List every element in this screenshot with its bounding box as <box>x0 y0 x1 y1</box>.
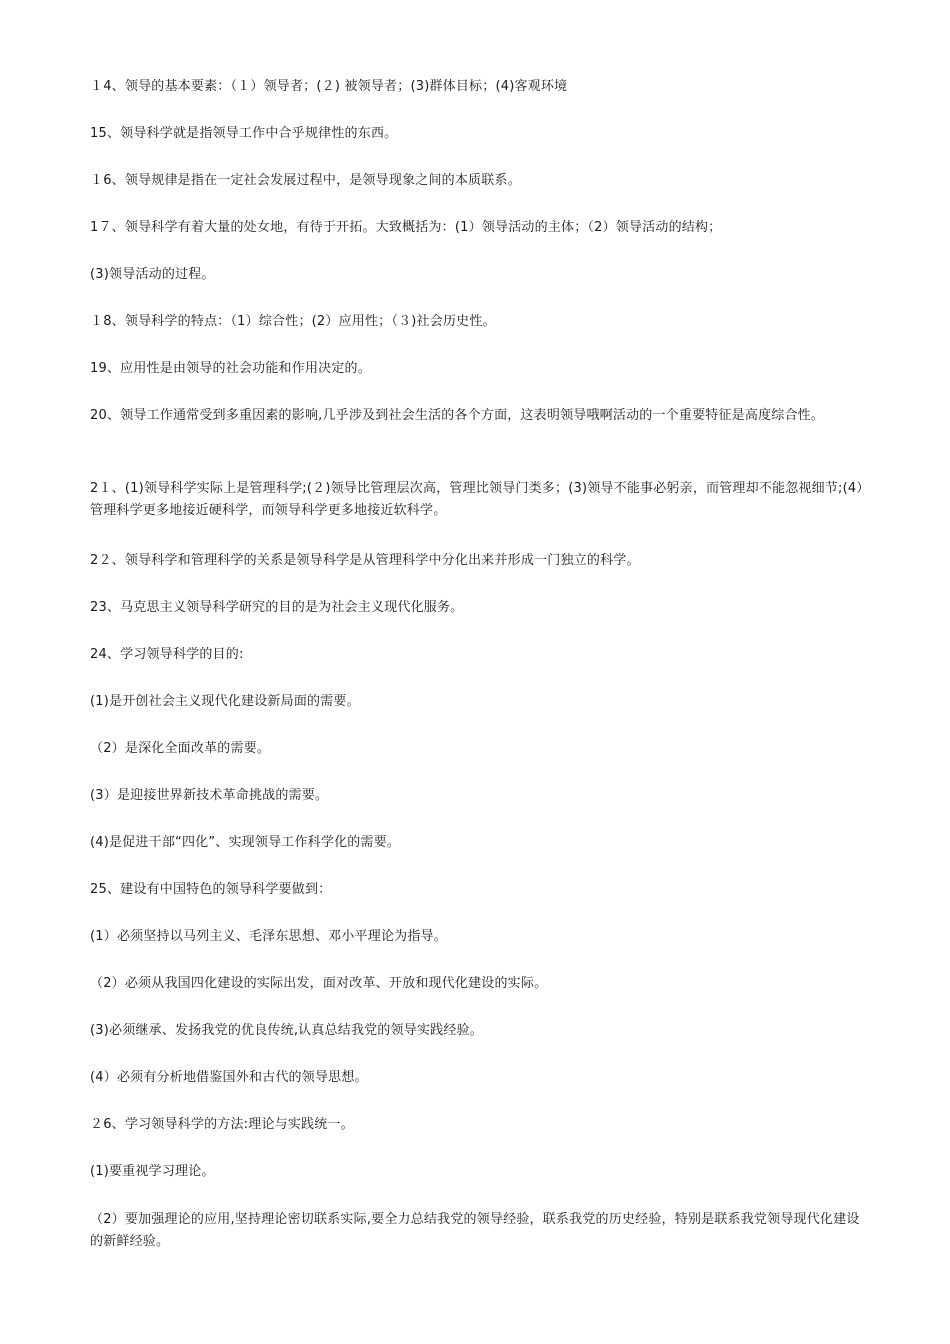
paragraph-19: 19、应用性是由领导的社会功能和作用决定的。 <box>90 361 371 376</box>
paragraph-24-item-1: (1)是开创社会主义现代化建设新局面的需要。 <box>90 694 360 709</box>
paragraph-22: 2２、领导科学和管理科学的关系是领导科学是从管理科学中分化出来并形成一门独立的科学。 <box>90 553 640 568</box>
paragraph-26-item-1: (1)要重视学习理论。 <box>90 1164 215 1179</box>
paragraph-17: 1７、领导科学有着大量的处女地，有待于开拓。大致概括为：(1）领导活动的主体；（2）领导活动的结构； <box>90 220 722 235</box>
paragraph-25-item-2: （2）必须从我国四化建设的实际出发，面对改革、开放和现代化建设的实际。 <box>90 976 548 991</box>
paragraph-16: １6、领导规律是指在一定社会发展过程中，是领导现象之间的本质联系。 <box>90 173 521 188</box>
paragraph-26-item-2: （2）要加强理论的应用,坚持理论密切联系实际,要全力总结我党的领导经验，联系我党的历史经验，特别是联系我党领导现代化建设的新鲜经验。 <box>90 1212 860 1249</box>
paragraph-25-item-4: (4）必须有分析地借鉴国外和古代的领导思想。 <box>90 1070 368 1085</box>
paragraph-15: 15、领导科学就是指领导工作中合乎规律性的东西。 <box>90 126 398 141</box>
paragraph-23: 23、马克思主义领导科学研究的目的是为社会主义现代化服务。 <box>90 600 464 615</box>
paragraph-24-item-2: （2）是深化全面改革的需要。 <box>90 741 271 756</box>
paragraph-24: 24、学习领导科学的目的: <box>90 647 244 662</box>
paragraph-25-item-1: (1）必须坚持以马列主义、毛泽东思想、邓小平理论为指导。 <box>90 929 447 944</box>
paragraph-17-continued: (3)领导活动的过程。 <box>90 267 215 282</box>
paragraph-24-item-3: (3）是迎接世界新技术革命挑战的需要。 <box>90 788 329 803</box>
paragraph-20: 20、领导工作通常受到多重因素的影响,几乎涉及到社会生活的各个方面，这表明领导哦啊活动的一个重要特征是高度综合性。 <box>90 408 825 423</box>
paragraph-25: 25、建设有中国特色的领导科学要做到： <box>90 882 332 897</box>
paragraph-24-item-4: (4)是促进干部“四化”、实现领导工作科学化的需要。 <box>90 835 401 850</box>
paragraph-14: １4、领导的基本要素：（１）领导者；(２) 被领导者；(3)群体目标；(4)客观环境 <box>90 79 568 94</box>
paragraph-21: 2１、(1)领导科学实际上是管理科学;(２)领导比管理层次高，管理比领导门类多；(3)领导不能事必躬亲，而管理却不能忽视细节;(4）管理科学更多地接近硬科学，而领导科学更多地接近软科学。 <box>90 481 864 518</box>
paragraph-18: １8、领导科学的特点：（1）综合性；(2）应用性；（３)社会历史性。 <box>90 314 496 329</box>
paragraph-25-item-3: (3)必须继承、发扬我党的优良传统,认真总结我党的领导实践经验。 <box>90 1023 483 1038</box>
paragraph-26: ２6、学习领导科学的方法:理论与实践统一。 <box>90 1117 354 1132</box>
